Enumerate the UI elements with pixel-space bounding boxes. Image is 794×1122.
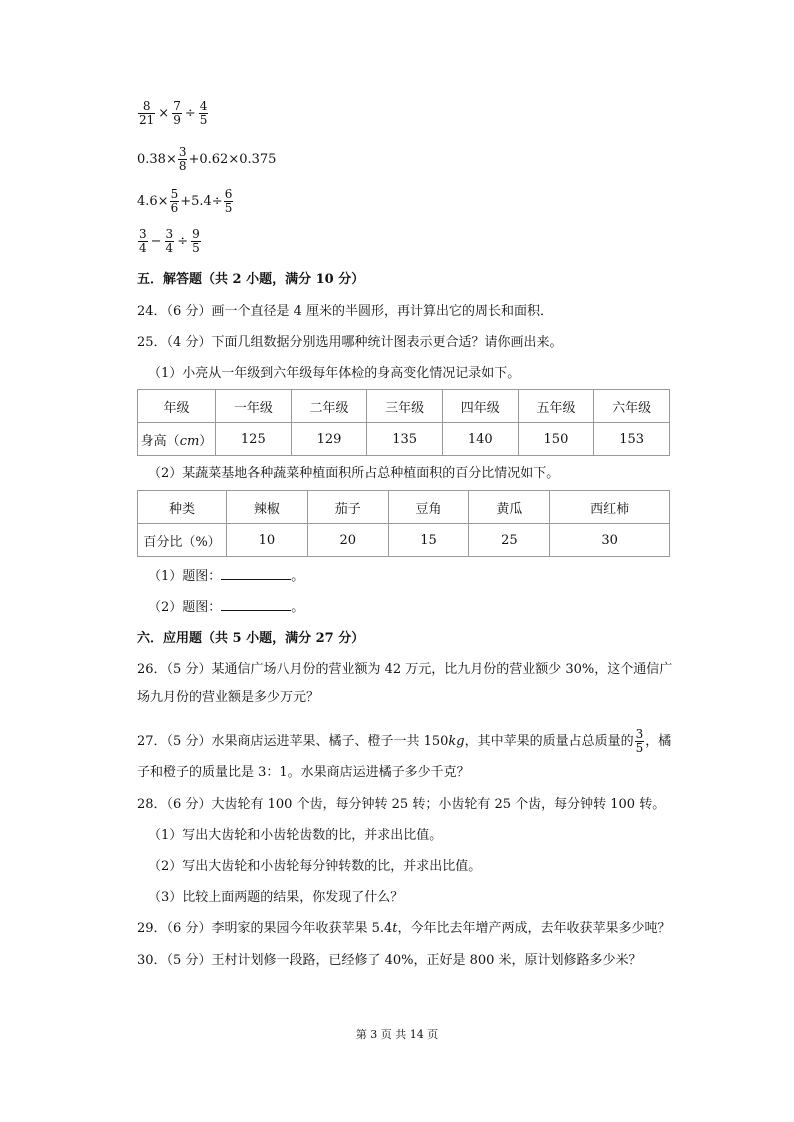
answer-blank[interactable] [221, 598, 291, 611]
answer-blank[interactable] [221, 567, 291, 580]
table-header-cell: 黄瓜 [469, 491, 550, 524]
table-header-cell: 种类 [138, 491, 227, 524]
table-header-cell: 西红柿 [550, 491, 670, 524]
expression-1: $\frac{8}{21}$ × $\frac{7}{9}$ ÷ $\frac{4}{5}$ [139, 99, 208, 127]
question-26-line1: 26．（5 分）某通信广场八月份的营业额为 42 万元，比九月份的营业额少 30%，这个通信广 [137, 662, 673, 677]
question-25-part1: （1）小亮从一年级到六年级每年体检的身高变化情况记录如下。 [148, 366, 521, 381]
section5-title: 五．解答题（共 2 小题，满分 10 分） [137, 272, 365, 287]
question-28-part3: （3）比较上面两题的结果，你发现了什么？ [148, 890, 404, 905]
question-24: 24．（6 分）画一个直径是 4 厘米的半圆形，再计算出它的周长和面积． [137, 304, 553, 319]
table-cell: 125 [216, 423, 292, 456]
table-header-cell: 三年级 [367, 390, 443, 423]
table-header-cell: 六年级 [594, 390, 670, 423]
table-cell: 20 [307, 524, 388, 557]
section6-title: 六．应用题（共 5 小题，满分 27 分） [137, 631, 365, 646]
row-label: 百分比（%） [138, 524, 227, 557]
table-header-cell: 茄子 [307, 491, 388, 524]
table-cell: 140 [442, 423, 518, 456]
vegetable-table [137, 490, 670, 557]
height-table [137, 389, 670, 456]
table-row [138, 491, 670, 524]
answer-line-2: （2）题图： 。 [148, 600, 305, 615]
table-header-cell: 辣椒 [227, 491, 308, 524]
table-cell: 10 [227, 524, 308, 557]
expression-3: 4.6× $\frac{5}{6}$ +5.4÷ $\frac{6}{5}$ [137, 187, 233, 215]
question-28-part2: （2）写出大齿轮和小齿轮每分钟转数的比，并求出比值。 [148, 859, 482, 874]
table-row [138, 524, 670, 557]
question-27-line2: 子和橙子的质量比是 3：1。水果商店运进橘子多少千克？ [137, 765, 470, 780]
table-cell: 150 [518, 423, 594, 456]
table-header-cell: 一年级 [216, 390, 292, 423]
question-26-line2: 场九月份的营业额是多少万元？ [137, 690, 320, 705]
table-header-cell: 年级 [138, 390, 216, 423]
table-row [138, 390, 670, 423]
expression-2: 0.38× $\frac{3}{8}$ +0.62×0.375 [137, 145, 277, 173]
question-29: 29．（6 分）李明家的果园今年收获苹果 5.4t，今年比去年增产两成，去年收获苹果多少吨？ [137, 921, 671, 936]
question-27-line1: 27．（5 分）水果商店运进苹果、橘子、橙子一共 150kg，其中苹果的质量占总质量的 $\frac{3}{5}$ ，橘 [137, 727, 672, 755]
table-row [138, 423, 670, 456]
expression-4: $\frac{3}{4}$ − $\frac{3}{4}$ ÷ $\frac{9}{5}$ [139, 227, 200, 255]
table-header-cell: 四年级 [442, 390, 518, 423]
answer-line-1: （1）题图： 。 [148, 569, 305, 584]
question-28-part1: （1）写出大齿轮和小齿轮齿数的比，并求出比值。 [148, 828, 443, 843]
table-cell: 15 [388, 524, 469, 557]
row-label: 身高（cm） [138, 423, 216, 456]
table-header-cell: 豆角 [388, 491, 469, 524]
question-25-part2: （2）某蔬菜基地各种蔬菜种植面积所占总种植面积的百分比情况如下。 [148, 466, 560, 481]
table-cell: 30 [550, 524, 670, 557]
table-cell: 25 [469, 524, 550, 557]
table-cell: 129 [291, 423, 367, 456]
question-30: 30．（5 分）王村计划修一段路，已经修了 40%，正好是 800 米，原计划修路多少米？ [137, 953, 642, 968]
table-cell: 135 [367, 423, 443, 456]
table-cell: 153 [594, 423, 670, 456]
question-28: 28．（6 分）大齿轮有 100 个齿，每分钟转 25 转；小齿轮有 25 个齿，每分钟转 100 转。 [137, 797, 666, 812]
page-footer: 第 3 页 共 14 页 [355, 1028, 439, 1041]
table-header-cell: 二年级 [291, 390, 367, 423]
question-25: 25．（4 分）下面几组数据分别选用哪种统计图表示更合适？请你画出来。 [137, 335, 563, 350]
table-header-cell: 五年级 [518, 390, 594, 423]
